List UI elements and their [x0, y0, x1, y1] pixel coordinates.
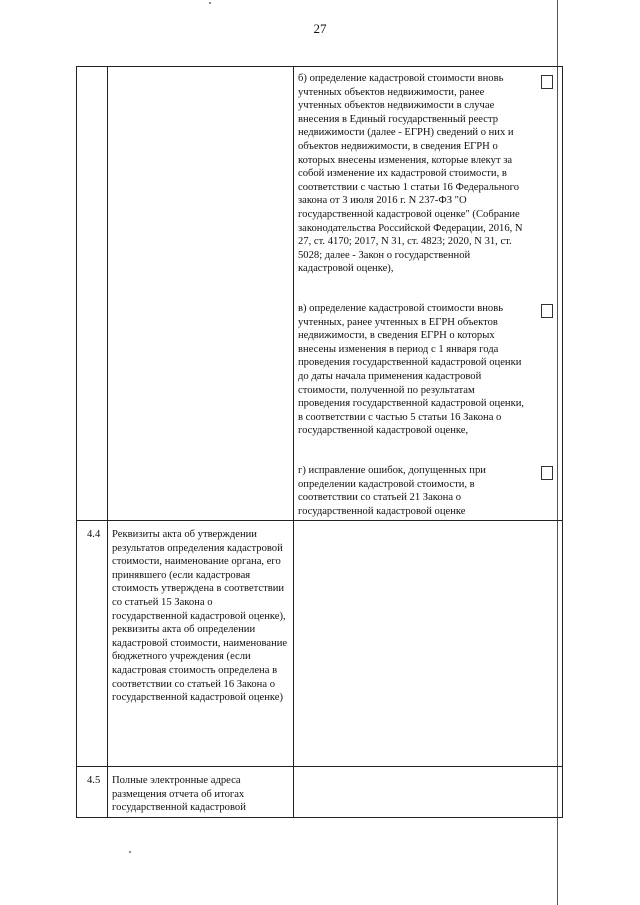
row-label: Полные электронные адреса размещения отчета об итогах государственной кадастровой: [112, 775, 246, 814]
table-row: [77, 521, 563, 767]
row-label: [108, 67, 293, 74]
options-cell: [294, 67, 563, 521]
option-b-text: б) определение кадастровой стоимости вновь учтенных объектов недвижимости, ранее учтенных объектов недвижимости в случае внесения в Единый государственный реестр недвижимости (далее - ЕГРН) сведений о них и объектов недвижимости, в сведения ЕГРН о которых внесены изменения, которые влекут за собой изменение их кадастровой стоимости, в соответствии с частью 1 статьи 16 Федерального закона от 3 июля 2016 г. N 237-ФЗ "О государственной кадастровой оценке" (Собрание законодательства Российской Федерации, 2016, N 27, ст. 4170; 2017, N 31, ст. 4823; 2020, N 31, ст. 5028; далее - Закон о государственной кадастровой оценке),: [298, 73, 523, 275]
option-g-checkbox[interactable]: [541, 466, 553, 480]
value-cell[interactable]: [294, 767, 563, 818]
table-row: [77, 67, 563, 521]
row-number-cell: [77, 67, 108, 521]
row-number-cell: [77, 767, 108, 818]
option-v-text: в) определение кадастровой стоимости вновь учтенных, ранее учтенных в ЕГРН объектов недвижимости, в сведения ЕГРН о которых внесены изменения в период с 1 января года проведения государственной кадастровой оценки до даты начала применения кадастровой стоимости, полученной по результатам проведения государственной кадастровой оценки, в соответствии с частью 5 статьи 16 Закона о государственной кадастровой оценке,: [298, 303, 525, 437]
option-b-checkbox[interactable]: [541, 75, 553, 89]
scan-speck: [129, 851, 131, 853]
row-label-cell: [108, 767, 294, 818]
row-number: 4.5: [87, 775, 101, 786]
value-cell[interactable]: [294, 521, 563, 767]
form-table: [76, 66, 563, 818]
row-number: 4.4: [87, 529, 101, 540]
row-number-cell: [77, 521, 108, 767]
row-number: [77, 67, 107, 74]
option-v-checkbox[interactable]: [541, 304, 553, 318]
row-label: Реквизиты акта об утверждении результатов определения кадастровой стоимости, наименование органа, его принявшего (если кадастровая стоимость утверждена в соответствии со статьей 15 Закона о государственной кадастровой оценке), реквизиты акта об определении кадастровой стоимости, наименование бюджетного учреждения (если кадастровая стоимость определена в соответствии со статьей 16 Закона о государственной кадастровой оценке): [112, 529, 288, 704]
page-number: 27: [313, 21, 327, 36]
row-label-cell: [108, 521, 294, 767]
option-g-text: г) исправление ошибок, допущенных при определении кадастровой стоимости, в соответствии со статьей 21 Закона о государственной кадастровой оценке: [298, 465, 486, 517]
row-label-cell: [108, 67, 294, 521]
table-row: [77, 767, 563, 818]
scan-speck: [209, 2, 211, 4]
